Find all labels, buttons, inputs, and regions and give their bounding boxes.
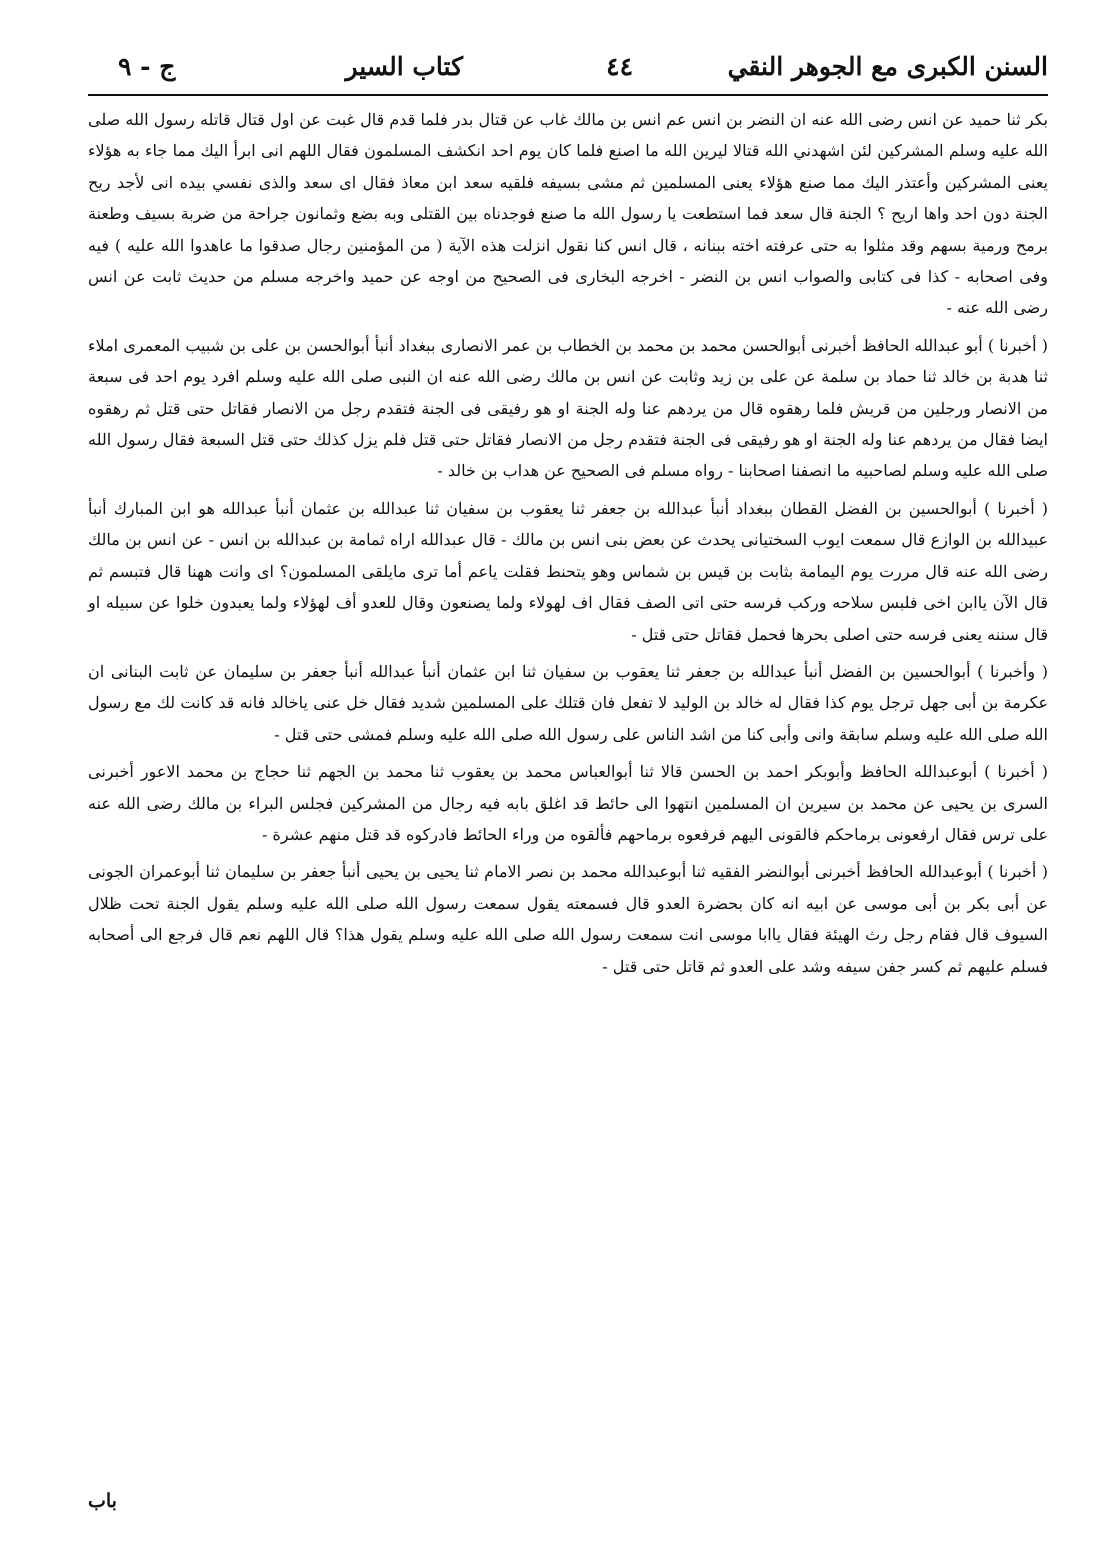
catchword: باب [88, 1490, 117, 1512]
paragraph: ( أخبرنا ) أبوعبدالله الحافظ وأبوبكر احمد بن الحسن قالا ثنا أبوالعباس محمد بن يعقوب ثنا محمد بن الجهم ثنا حجاج بن محمد الاعور أخبرنى السرى بن يحيى عن محمد بن سيرين ان المسلمين انتهوا الى حائط قد اغلق بابه فيه رجال من المشركين فجلس البراء بن مالك رضى الله عنه على ترس فقال ارفعونى برماحكم فالقونى اليهم فرفعوه برماحهم فألقوه من وراء الحائط فادركوه قد قتل منهم عشرة - [88, 762, 1048, 844]
chapter-title: كتاب السير [345, 52, 463, 81]
paragraph: ( أخبرنا ) أبوالحسين بن الفضل القطان ببغداد أنبأ عبدالله بن جعفر ثنا يعقوب بن سفيان ثنا عبدالله بن عثمان أنبأ عبدالله هو ابن المبارك أنبأ عبيدالله بن الوازع قال سمعت ايوب السختيانى يحدث عن بعض بنى انس بن مالك - قال عبدالله اراه ثمامة بن عبدالله بن انس - عن انس بن مالك رضى الله عنه قال مررت يوم اليمامة بثابت بن قيس بن شماس وهو يتحنط فقلت ياعم أما ترى مايلقى المسلمون؟ اى وانت ههنا قال فتبسم ثم قال الآن ياابن اخى فلبس سلاحه وركب فرسه حتى اتى الصف فقال اف لهولاء ولما يصنعون وقال للعدو أف لهؤلاء ولما يعبدون خلوا عن سبيله او قال سننه يعنى فرسه حتى اصلى بحرها فحمل فقاتل حتى قتل - [88, 498, 1048, 644]
paragraph: ( أخبرنا ) أبو عبدالله الحافظ أخبرنى أبوالحسن محمد بن محمد بن الخطاب بن عمر الانصارى ببغداد أنبأ أبوالحسن بن على بن شبيب المعمرى املاء ثنا هدبة بن خالد ثنا حماد بن سلمة عن على بن زيد وثابت عن انس بن مالك رضى الله عنه ان النبى صلى الله عليه وسلم افرد يوم احد فى سبعة من الانصار ورجلين من قريش فلما رهقوه قال من يردهم عنا وله الجنة او هو رفيقى فى الجنة فتقدم رجل من الانصار فقاتل حتى قتل ثم رهقوه ايضا فقال من يردهم عنا وله الجنة او هو رفيقى فى الجنة فتقدم رجل من الانصار فقاتل حتى قتل فلم يزل كذلك حتى قتل السبعة فقال رسول الله صلى الله عليه وسلم لصاحبيه ما انصفنا اصحابنا - رواه مسلم فى الصحيح عن هداب بن خالد - [88, 335, 1048, 481]
book-title: السنن الكبرى مع الجوهر النقي [727, 52, 1048, 81]
paragraph: ( أخبرنا ) أبوعبدالله الحافظ أخبرنى أبوالنضر الفقيه ثنا أبوعبدالله محمد بن نصر الامام ثنا يحيى بن يحيى أنبأ جعفر بن سليمان ثنا أبوعمران الجونى عن أبى بكر بن أبى موسى عن ابيه انه كان بحضرة العدو قال فسمعته يقول سمعت رسول الله صلى الله عليه وسلم يقول الجنة تحت ظلال السيوف قال فقام رجل رث الهيئة فقال ياابا موسى انت سمعت رسول الله صلى الله عليه وسلم يقول هذا؟ قال اللهم نعم قال فرجع الى أصحابه فسلم عليهم ثم كسر جفن سيفه وشد على العدو ثم قاتل حتى قتل - [88, 862, 1048, 976]
running-header [88, 48, 1048, 96]
page-number: ٤٤ [606, 52, 633, 81]
paragraph: ( وأخبرنا ) أبوالحسين بن الفضل أنبأ عبدالله بن جعفر ثنا يعقوب بن سفيان ثنا ابن عثمان أنبأ عبدالله أنبأ جعفر بن سليمان عن ثابت البنانى ان عكرمة بن أبى جهل ترجل يوم كذا فقال له خالد بن الوليد لا تفعل فان قتلك على المسلمين شديد فقال خل عنى ياخالد فانه قد كانت لك مع رسول الله صلى الله عليه وسلم سابقة وانى وأبى كنا من اشد الناس على رسول الله صلى الله عليه وسلم فمشى حتى قتل - [88, 661, 1049, 744]
main-text [88, 104, 1048, 982]
paragraph: بكر ثنا حميد عن انس رضى الله عنه ان النضر بن انس عم انس بن مالك غاب عن قتال بدر فلما قدم قال غبت عن اول قتال قاتله رسول الله صلى الله عليه وسلم المشركين لئن اشهدني الله قتالا ليرين الله ما اصنع فلما كان يوم احد انكشف المسلمون فقال اللهم انى ابرأ اليك مما جاء به هؤلاء يعنى المشركين وأعتذر اليك مما صنع هؤلاء يعنى المسلمين ثم مشى بسيفه فلقيه سعد ابن معاذ فقال اى سعد والذى نفسي بيده انى لأجد ريح الجنة دون احد واها اريح ؟ الجنة قال سعد فما استطعت يا رسول الله ما صنع فوجدناه بين القتلى وبه بضع وثمانون جراحة من ضربة بسيف وطعنة برمح ورمية بسهم وقد مثلوا به حتى عرفته اخته ببنانه ، قال انس كنا نقول انزلت هذه الآية ( من المؤمنين رجال صدقوا ما عاهدوا الله عليه ) فيه وفى اصحابه - كذا فى كتابى والصواب انس بن النضر - اخرجه البخارى فى الصحيح من اوجه عن حميد واخرجه مسلم من حديث ثابت عن انس رضى الله عنه - [88, 110, 1049, 318]
book-page [88, 48, 1048, 1518]
volume-number: ج - ٩ [118, 52, 176, 81]
